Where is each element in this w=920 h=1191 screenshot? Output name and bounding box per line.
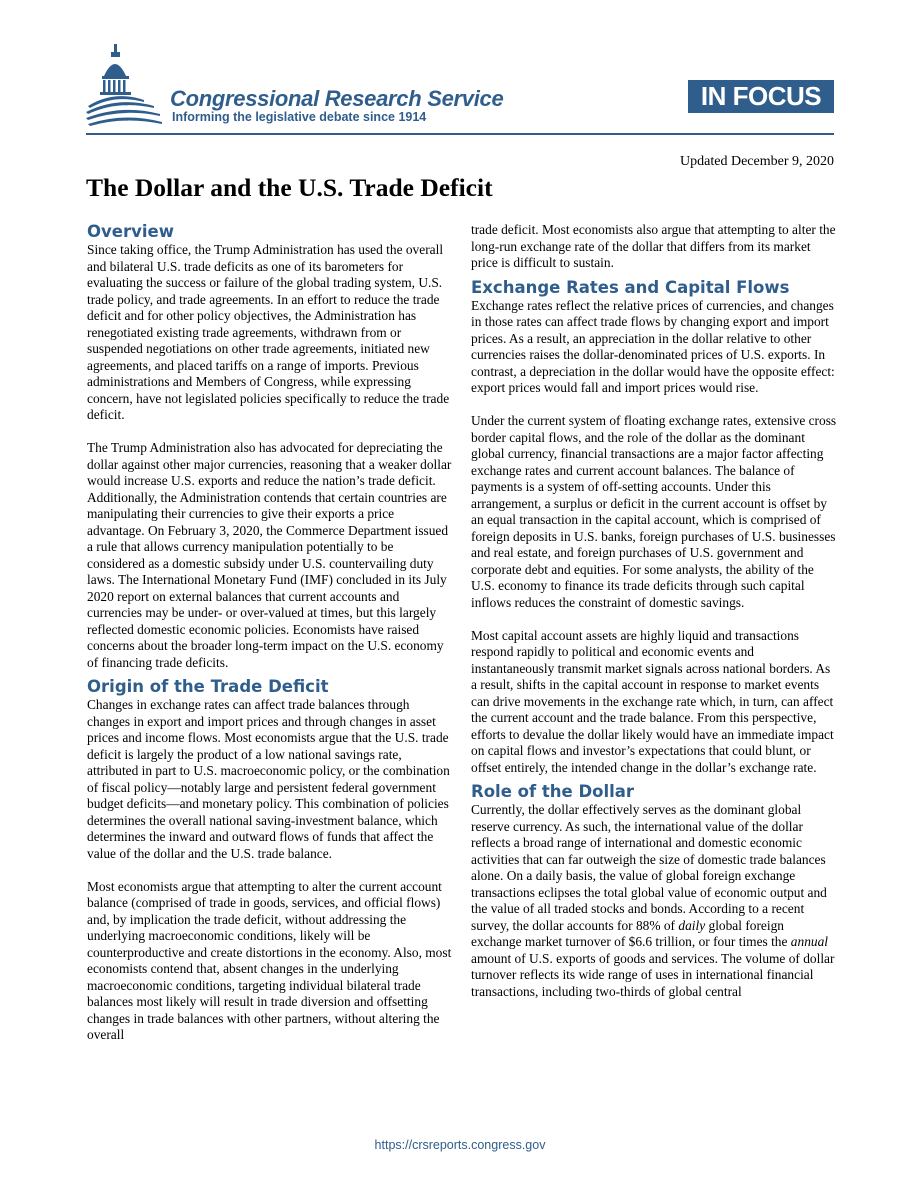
report-header [0,0,920,140]
footer-url[interactable]: https://crsreports.congress.gov [374,1138,546,1152]
overview-paragraph-1: Since taking office, the Trump Administration has used the overall and bilateral U.S. trade deficits as one of its barometers for evaluating the success or failure of the global trading system, U.S. trade policy, and trade agreements. In an effort to reduce the trade deficit and for other policy objectives, the Administration has renegotiated existing trade agreements, withdrawn from or suspended negotiations on other trade agreements, initiated new agreements, and placed tariffs on a range of imports. Previous administrations and Members of Congress, while expressing concern, have not legislated policies specifically to reduce the trade deficit. [87,242,450,422]
header-divider [86,133,834,135]
role-paragraph-1 [471,802,837,1000]
page-title: The Dollar and the U.S. Trade Deficit [86,173,493,202]
capitol-dome-icon [84,40,164,130]
right-column [471,222,837,1017]
updated-date: Updated December 9, 2020 [680,154,834,169]
origin-paragraph-2-continued: trade deficit. Most economists also argue that attempting to alter the long-run exchange rate of the dollar that differs from its market price is difficult to sustain. [471,222,836,270]
brand-tagline: Informing the legislative debate since 1914 [172,110,427,124]
brand-name: Congressional Research Service [170,86,504,111]
overview-paragraph-2: The Trump Administration also has advocated for depreciating the dollar against other major currencies, reasoning that a weaker dollar would increase U.S. exports and reduce the nation’s trade deficit. Additionally, the Administration contends that certain countries are manipulating their currencies to give their exports a price advantage. On February 3, 2020, the Commerce Department issued a rule that allows currency manipulation potentially to be considered as a domestic subsidy under U.S. countervailing duty laws. The International Monetary Fund (IMF) concluded in its July 2020 report on external balances that current accounts and currencies may be under- or over-valued at times, but this largely reflected domestic economic policies. Economists have raised concerns about the broader long-term impact on the U.S. economy of financing trade deficits. [87,440,452,670]
exchange-paragraph-2: Under the current system of floating exchange rates, extensive cross border capital flows, and the role of the dollar as the dominant global currency, financial transactions are a major factor affecting exchange rates and current account balances. The balance of payments is a system of off-setting accounts. Under this arrangement, a surplus or deficit in the current account is offset by an equal transaction in the capital account, which is comprised of foreign deposits in U.S. banks, foreign purchases of U.S. businesses and real estate, and foreign purchases of U.S. government and corporate debt and equities. For some analysts, the ability of the U.S. economy to finance its trade deficits through such capital inflows reduces the constraint of domestic savings. [471,413,837,610]
role-text-a: Currently, the dollar effectively serves as the dominant global reserve currency. As such, the international value of the dollar reflects a broad range of international and domestic economic activities that can far outweigh the size of domestic trade balances alone. On a daily basis, the value of global foreign exchange transactions eclipses the total global value of economic output and the value of all traded stocks and bonds. According to a recent survey, the dollar accounts for 88% of [471,802,827,933]
origin-paragraph-2: Most economists argue that attempting to alter the current account balance (comprised of trade in goods, services, and official flows) and, by implication the trade deficit, without addressing the underlying macroeconomic conditions, likely will be counterproductive and create distortions in the economy. Also, most economists contend that, absent changes in the underlying macroeconomic conditions, targeting individual bilateral trade balances most likely will result in trade diversion and offsetting changes in trade balances with other partners, without altering the overall [87,878,452,1042]
section-heading-origin: Origin of the Trade Deficit [87,677,329,696]
role-emphasis-annual: annual [790,934,828,949]
role-text-c: amount of U.S. exports of goods and services. The volume of dollar turnover reflects its wide range of uses in international financial transactions, including two-thirds of global central [471,950,835,999]
left-column [87,220,453,1060]
exchange-paragraph-3: Most capital account assets are highly liquid and transactions respond rapidly to political and economic events and instantaneously transmit market signals across national borders. As a result, shifts in the capital account in response to market events can drive movements in the exchange rate which, in turn, can affect the current account and the trade balance. From this perspective, efforts to devalue the dollar likely would have an immediate impact on capital flows and investor’s expectations that could blunt, or offset entirely, the intended change in the dollar’s exchange rate. [471,627,834,775]
section-heading-exchange-rates: Exchange Rates and Capital Flows [471,277,790,297]
exchange-paragraph-1: Exchange rates reflect the relative prices of currencies, and changes in those rates can affect trade flows by changing export and import prices. As a result, an appreciation in the dollar relative to other currencies raises the dollar-denominated prices of U.S. exports. In contrast, a depreciation in the dollar would have the opposite effect: export prices would fall and import prices would rise. [471,297,835,395]
section-heading-overview: Overview [87,222,174,241]
in-focus-badge: IN FOCUS [688,80,834,113]
section-heading-role-of-dollar: Role of the Dollar [471,782,635,801]
role-text-b: global foreign exchange market turnover of $6.6 trillion, or four times the [471,917,791,949]
role-emphasis-daily: daily [678,917,706,933]
crs-capitol-dome-logo [84,40,164,135]
origin-paragraph-1: Changes in exchange rates can affect trade balances through changes in export and import prices and through changes in asset prices and income flows. Most economists argue that the U.S. trade deficit is largely the product of a low national savings rate, attributed in part to U.S. macroeconomic policy, or the combination of fiscal policy—notably large and persistent federal government budget deficits—and monetary policy. This combination of policies determines the overall national saving-investment balance, which determines the inward and outward flows of funds that affect the value of the dollar and the U.S. trade balance. [87,697,450,861]
